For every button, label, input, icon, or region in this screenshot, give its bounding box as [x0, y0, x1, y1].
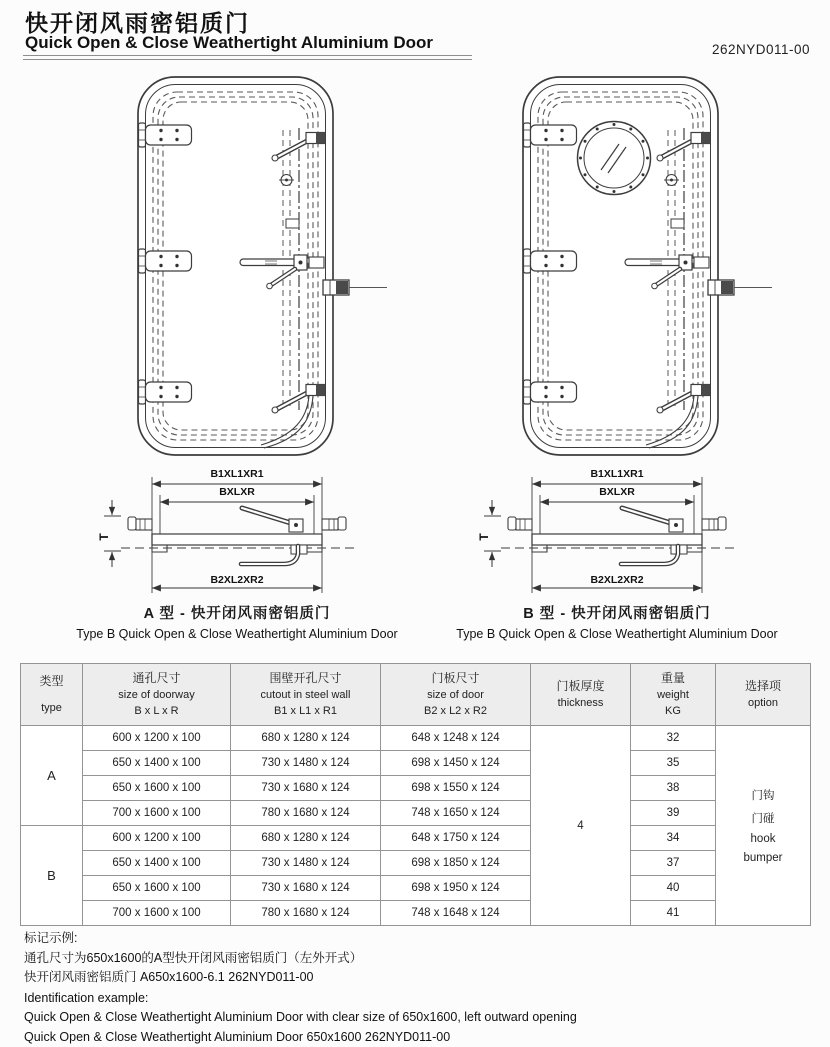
header-doorway-en: size of doorway — [118, 689, 195, 701]
option-bumper-zh: 门碰 — [751, 813, 775, 825]
dim-label-clear: BXLXR — [219, 486, 255, 498]
col-header-thickness — [531, 664, 631, 726]
dim-label-clear: BXLXR — [599, 486, 635, 498]
col-header-doorway — [83, 664, 231, 726]
cell-weight: 35 — [631, 751, 716, 776]
cell-cutout: 780 x 1680 x 124 — [231, 801, 381, 826]
door-outline — [523, 77, 772, 455]
cell-cutout: 730 x 1480 x 124 — [231, 751, 381, 776]
cell-weight: 37 — [631, 851, 716, 876]
col-header-door-size — [381, 664, 531, 726]
header-thickness-en: thickness — [557, 697, 604, 709]
header-door-dim: B2 x L2 x R2 — [424, 705, 487, 717]
cell-doorway: 650 x 1400 x 100 — [83, 751, 231, 776]
header-thickness-zh: 门板厚度 — [556, 679, 605, 693]
door-outline — [138, 77, 387, 455]
note-line1-en: Quick Open & Close Weathertight Aluminium Door with clear size of 650x1600, left outward opening — [24, 1010, 577, 1024]
cell-doorway: 600 x 1200 x 100 — [83, 726, 231, 751]
note-line2-en: Quick Open & Close Weathertight Aluminium Door 650x1600 262NYD011-00 — [24, 1029, 451, 1044]
option-hook-zh: 门钩 — [751, 790, 775, 802]
option-bumper-en: bumper — [743, 852, 783, 864]
cell-doorway: 650 x 1400 x 100 — [83, 851, 231, 876]
header-weight-zh: 重量 — [660, 671, 685, 685]
caption-type-a-en: Type B Quick Open & Close Weathertight Aluminium Door — [76, 627, 398, 641]
title-divider — [23, 55, 472, 60]
table-row — [21, 726, 811, 751]
table-row — [21, 901, 811, 926]
cell-thickness: 4 — [531, 726, 631, 926]
note-line1-zh: 通孔尺寸为650x1600的A型快开闭风雨密铝质门（左外开式） — [24, 950, 363, 965]
header-doorway-dim: B x L x R — [134, 705, 179, 717]
header-door-zh: 门板尺寸 — [431, 671, 480, 685]
dim-label-thickness: T — [97, 533, 111, 541]
header-cutout-dim: B1 x L1 x R1 — [274, 705, 337, 717]
table-row — [21, 826, 811, 851]
cell-door-size: 698 x 1850 x 124 — [381, 851, 531, 876]
dim-label-thickness: T — [477, 533, 491, 541]
cell-doorway: 600 x 1200 x 100 — [83, 826, 231, 851]
cell-cutout: 680 x 1280 x 124 — [231, 826, 381, 851]
header-type-en: type — [41, 702, 62, 715]
cell-weight: 38 — [631, 776, 716, 801]
header-doorway-zh: 通孔尺寸 — [132, 671, 181, 685]
dim-label-door: B2XL2XR2 — [210, 574, 264, 586]
header-option-en: option — [748, 697, 778, 709]
spec-table — [20, 663, 811, 926]
cell-door-size: 748 x 1648 x 124 — [381, 901, 531, 926]
cell-type-b: B — [21, 826, 83, 926]
porthole-window-icon — [578, 122, 651, 195]
header-weight-unit: KG — [665, 705, 681, 717]
cell-doorway: 650 x 1600 x 100 — [83, 776, 231, 801]
document-number: 262NYD011-00 — [711, 42, 810, 57]
section-drawing-a — [95, 456, 385, 598]
note-label-en: Identification example: — [24, 990, 149, 1005]
col-header-weight — [631, 664, 716, 726]
col-header-cutout — [231, 664, 381, 726]
cell-doorway: 650 x 1600 x 100 — [83, 876, 231, 901]
identification-notes — [24, 929, 816, 1047]
col-header-option — [716, 664, 811, 726]
cell-type-a: A — [21, 726, 83, 826]
cell-door-size: 648 x 1248 x 124 — [381, 726, 531, 751]
caption-type-b-zh: B 型 - 快开闭风雨密铝质门 — [523, 606, 711, 622]
cell-cutout: 780 x 1680 x 124 — [231, 901, 381, 926]
table-row — [21, 851, 811, 876]
caption-type-b-en: Type B Quick Open & Close Weathertight Aluminium Door — [456, 627, 778, 641]
cell-weight: 41 — [631, 901, 716, 926]
table-row — [21, 751, 811, 776]
header-option-zh: 选择项 — [744, 679, 781, 693]
dim-label-outer: B1XL1XR1 — [590, 468, 644, 480]
dim-label-outer: B1XL1XR1 — [210, 468, 264, 480]
cell-cutout: 680 x 1280 x 124 — [231, 726, 381, 751]
cell-cutout: 730 x 1680 x 124 — [231, 776, 381, 801]
table-row — [21, 776, 811, 801]
cell-doorway: 700 x 1600 x 100 — [83, 801, 231, 826]
option-hook-en: hook — [750, 833, 776, 845]
col-header-type — [21, 664, 83, 726]
page-title-zh: 快开闭风雨密铝质门 — [25, 10, 250, 36]
cell-doorway: 700 x 1600 x 100 — [83, 901, 231, 926]
caption-type-a — [58, 602, 416, 641]
cell-door-size: 748 x 1650 x 124 — [381, 801, 531, 826]
header-weight-en: weight — [657, 689, 689, 701]
cell-door-size: 698 x 1550 x 124 — [381, 776, 531, 801]
cell-cutout: 730 x 1480 x 124 — [231, 851, 381, 876]
header-type-zh: 类型 — [39, 673, 64, 688]
table-row — [21, 876, 811, 901]
cell-door-size: 698 x 1450 x 124 — [381, 751, 531, 776]
header-door-en: size of door — [427, 689, 484, 701]
note-label-zh: 标记示例: — [24, 931, 78, 945]
section-drawing-b — [475, 456, 765, 598]
page-title-en: Quick Open & Close Weathertight Aluminium Door — [25, 33, 434, 52]
cell-weight: 40 — [631, 876, 716, 901]
door-drawing-type-b — [522, 76, 774, 458]
table-row — [21, 801, 811, 826]
cell-option — [716, 726, 811, 926]
door-drawing-type-a — [137, 76, 389, 458]
cell-door-size: 648 x 1750 x 124 — [381, 826, 531, 851]
caption-type-b — [438, 602, 796, 641]
caption-type-a-zh: A 型 - 快开闭风雨密铝质门 — [143, 606, 331, 622]
dim-label-door: B2XL2XR2 — [590, 574, 644, 586]
header-cutout-zh: 围壁开孔尺寸 — [269, 671, 342, 685]
cell-cutout: 730 x 1680 x 124 — [231, 876, 381, 901]
cell-weight: 39 — [631, 801, 716, 826]
note-line2-zh: 快开闭风雨密铝质门 A650x1600-6.1 262NYD011-00 — [24, 970, 314, 984]
header-cutout-en: cutout in steel wall — [260, 689, 351, 701]
cell-weight: 32 — [631, 726, 716, 751]
cell-door-size: 698 x 1950 x 124 — [381, 876, 531, 901]
cell-weight: 34 — [631, 826, 716, 851]
